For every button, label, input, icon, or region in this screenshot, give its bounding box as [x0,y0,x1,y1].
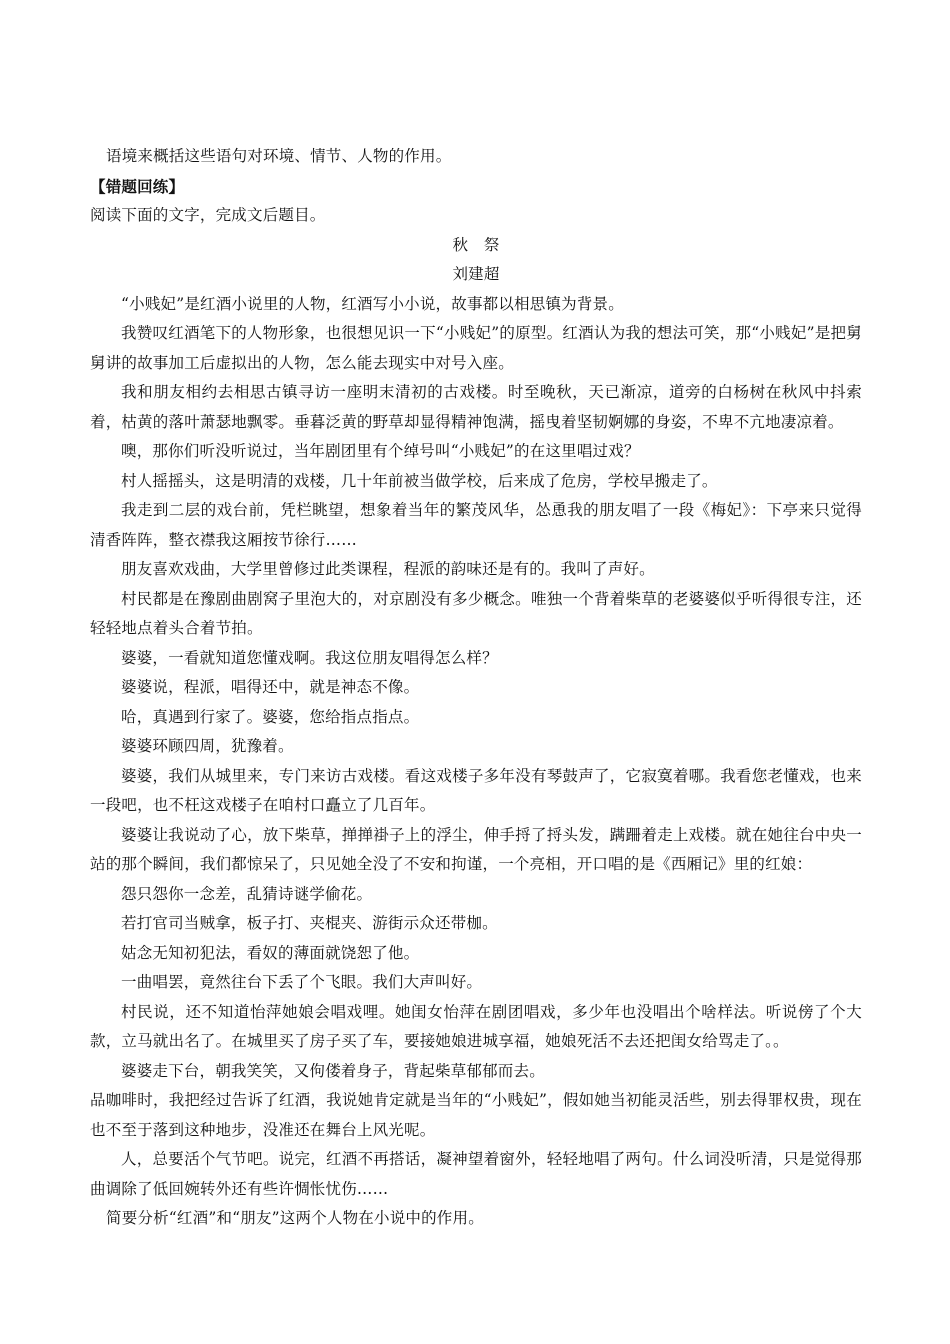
question-text: 简要分析“红酒”和“朋友”这两个人物在小说中的作用。 [106,1209,484,1227]
paragraph: 噢，那你们听没听说过，当年剧团里有个绰号叫“小贱妃”的在这里唱过戏？ [121,442,640,460]
lyric-line: 若打官司当贼拿，板子打、夹棍夹、游街示众还带枷。 [121,914,498,932]
paragraph: 婆婆走下台，朝我笑笑，又佝偻着身子，背起柴草郁郁而去。 [121,1061,545,1080]
paragraph: 一曲唱罢，竟然往台下丢了个飞眼。我们大声叫好。 [121,973,483,991]
lyric-line: 姑念无知初犯法，看奴的薄面就饶恕了他。 [121,943,420,962]
paragraph: 我赞叹红酒笔下的人物形象，也很想见识一下“小贱妃”的原型。红酒认为我的想法可笑，那“小贱妃”是把舅舅讲的故事加工后虚拟出的人物，怎么能去现实中对号入座。 [90,324,862,372]
paragraph: “小贱妃”是红酒小说里的人物，红酒写小小说，故事都以相思镇为背景。 [121,294,624,313]
paragraph-noindent: 品咖啡时，我把经过告诉了红酒，我说她肯定就是当年的“小贱妃”，假如她当初能灵活些，别去得罪权贵，现在也不至于落到这种地步，没准还在舞台上风光呢。 [90,1091,862,1139]
article-title: 秋 祭 [452,235,500,254]
closing-paragraph: 人，总要活个气节吧。说完，红酒不再搭话，凝神望着窗外，轻轻地唱了两句。什么词没听清，只是觉得那曲调除了低回婉转外还有些许惆怅忧伤…… [90,1150,862,1198]
paragraph: 我走到二层的戏台前，凭栏眺望，想象着当年的繁茂风华，怂恿我的朋友唱了一段《梅妃》：下亭来只觉得清香阵阵，整衣襟我这厢按节徐行…… [90,501,862,549]
article-author: 刘建超 [452,265,500,283]
lead-text: 语境来概括这些语句对环境、情节、人物的作用。 [106,147,452,165]
paragraph: 村民都是在豫剧曲剧窝子里泡大的，对京剧没有多少概念。唯独一个背着柴草的老婆婆似乎听得很专注，还轻轻地点着头合着节拍。 [90,589,862,637]
lyric-line: 怨只怨你一念差，乱猜诗谜学偷花。 [121,884,373,903]
paragraph: 村民说，还不知道怡萍她娘会唱戏哩。她闺女怡萍在剧团唱戏，多少年也没唱出个啥样法。听说傍了个大款，立马就出名了。在城里买了房子买了车，要接她娘进城享福，她娘死活不去还把闺女给骂走了。。 [90,1002,862,1050]
paragraph: 村人摇摇头，这是明清的戏楼，几十年前被当做学校，后来成了危房，学校早搬走了。 [121,471,718,490]
paragraph: 我和朋友相约去相思古镇寻访一座明末清初的古戏楼。时至晚秋，天已渐凉，道旁的白杨树在秋风中抖索着，枯黄的落叶萧瑟地飘零。垂暮泛黄的野草却显得精神饱满，摇曳着坚韧婀娜的身姿，不卑不亢地凄凉着。 [90,383,862,431]
paragraph: 婆婆，一看就知道您懂戏啊。我这位朋友唱得怎么样？ [121,648,498,667]
paragraph: 哈，真遇到行家了。婆婆，您给指点指点。 [121,707,420,726]
paragraph: 婆婆环顾四周，犹豫着。 [121,737,294,755]
section-heading: 【错题回练】 [90,176,185,196]
document-page [90,142,862,1234]
paragraph: 婆婆，我们从城里来，专门来访古戏楼。看这戏楼子多年没有琴鼓声了，它寂寞着哪。我看您老懂戏，也来一段吧，也不枉这戏楼子在咱村口矗立了几百年。 [90,766,862,814]
paragraph: 婆婆说，程派，唱得还中，就是神态不像。 [121,678,420,696]
paragraph: 朋友喜欢戏曲，大学里曾修过此类课程，程派的韵味还是有的。我叫了声好。 [121,560,655,578]
instruction-text: 阅读下面的文字，完成文后题目。 [90,206,326,224]
paragraph: 婆婆让我说动了心，放下柴草，掸掸褂子上的浮尘，伸手捋了捋头发，蹒跚着走上戏楼。就在她往台中央一站的那个瞬间，我们都惊呆了，只见她全没了不安和拘谨，一个亮相，开口唱的是《西厢记》里的红娘： [90,825,862,873]
